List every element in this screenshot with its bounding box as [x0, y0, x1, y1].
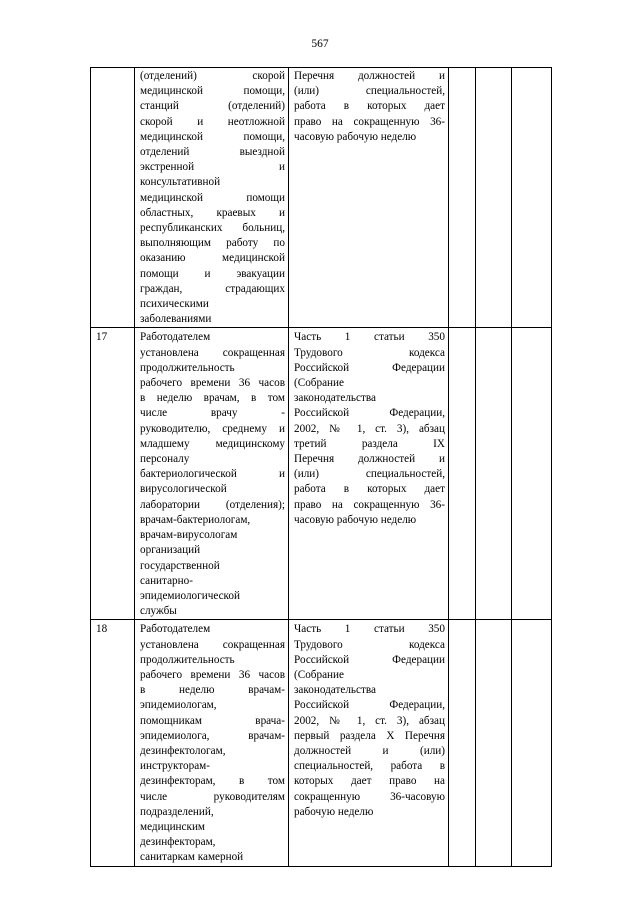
- text-line: врачам-вирусологам: [140, 529, 238, 542]
- text-line: сокращенную 36-часовую: [294, 790, 445, 803]
- text-line: эпидемиолога, врачам-: [140, 729, 285, 742]
- text-line: числе врачу -: [140, 407, 285, 420]
- empty-cell: [476, 328, 512, 620]
- text-line: право на сокращенную 36-: [294, 115, 445, 128]
- text-line: (Собрание: [294, 377, 344, 390]
- text-line: третий раздела IX: [294, 437, 445, 450]
- empty-cell: [512, 68, 552, 328]
- text-line: медицинской помощи: [140, 191, 285, 204]
- text-line: Перечня должностей и: [294, 453, 445, 466]
- text-line: станций (отделений): [140, 100, 285, 113]
- text-line: дезинфекторам, в том: [140, 775, 285, 788]
- text-line: дезинфектологам,: [140, 744, 226, 757]
- text-line: Трудового кодекса: [294, 346, 445, 359]
- text-line: санитарно-: [140, 574, 193, 587]
- text-line: числе руководителям: [140, 790, 285, 803]
- text-line: Российской Федерации,: [294, 699, 445, 712]
- text-line: республиканских больниц,: [140, 222, 285, 235]
- text-line: скорой и неотложной: [140, 115, 285, 128]
- table-row: [91, 620, 552, 866]
- text-line: эпидемиологам,: [140, 699, 217, 712]
- empty-cell: [449, 328, 476, 620]
- text-line: медицинской помощи,: [140, 85, 285, 98]
- text-line: (или) специальностей,: [294, 468, 445, 481]
- text-line: работа в которых дает: [294, 100, 445, 113]
- text-line: службы: [140, 605, 177, 618]
- text-line: областных, краевых и: [140, 206, 285, 219]
- text-line: заболеваниями: [140, 313, 212, 326]
- legal-basis-cell: [289, 328, 449, 620]
- text-line: оказанию медицинской: [140, 252, 285, 265]
- text-line: продолжительность: [140, 653, 235, 666]
- text-line: (или) специальностей,: [294, 85, 445, 98]
- empty-cell: [476, 620, 512, 866]
- empty-cell: [512, 328, 552, 620]
- text-line: рабочего времени 36 часов: [140, 377, 285, 390]
- description-cell: [135, 620, 289, 866]
- text-line: установлена сокращенная: [140, 638, 285, 651]
- row-number-cell: [91, 68, 135, 328]
- text-line: продолжительность: [140, 361, 235, 374]
- text-line: государственной: [140, 559, 220, 572]
- text-line: Часть 1 статьи 350: [294, 331, 445, 344]
- empty-cell: [449, 620, 476, 866]
- text-line: специальностей, работа в: [294, 760, 445, 773]
- text-line: бактериологической и: [140, 468, 285, 481]
- text-line: подразделений,: [140, 805, 214, 818]
- text-line: вирусологической: [140, 483, 227, 496]
- text-line: медицинским: [140, 820, 206, 833]
- text-line: инструкторам-: [140, 760, 210, 773]
- text-line: (Собрание: [294, 668, 344, 681]
- text-line: помощи и эвакуации: [140, 267, 285, 280]
- text-line: первый раздела X Перечня: [294, 729, 445, 742]
- text-line: установлена сокращенная: [140, 346, 285, 359]
- text-line: психическими: [140, 298, 209, 311]
- text-line: медицинской помощи,: [140, 130, 285, 143]
- text-line: экстренной и: [140, 161, 285, 174]
- text-line: Работодателем: [140, 623, 211, 636]
- row-number-cell: 17: [91, 328, 135, 620]
- text-line: Работодателем: [140, 331, 211, 344]
- table-row: [91, 328, 552, 620]
- description-cell: [135, 68, 289, 328]
- text-line: Трудового кодекса: [294, 638, 445, 651]
- text-line: помощникам врача-: [140, 714, 285, 727]
- text-line: Российской Федерации,: [294, 407, 445, 420]
- legal-basis-cell: [289, 620, 449, 866]
- text-line: младшему медицинскому: [140, 437, 285, 450]
- text-line: организаций: [140, 544, 201, 557]
- text-line: отделений выездной: [140, 146, 285, 159]
- text-line: в неделю врачам-: [140, 684, 285, 697]
- table-row: [91, 68, 552, 328]
- row-number-cell: 18: [91, 620, 135, 866]
- empty-cell: [449, 68, 476, 328]
- text-line: 2002, № 1, ст. 3), абзац: [294, 422, 445, 435]
- description-cell: [135, 328, 289, 620]
- text-line: врачам-бактериологам,: [140, 513, 251, 526]
- text-line: должностей и (или): [294, 744, 445, 757]
- text-line: Российской Федерации: [294, 653, 445, 666]
- empty-cell: [512, 620, 552, 866]
- text-line: законодательства: [294, 684, 376, 697]
- text-line: консультативной: [140, 176, 221, 189]
- text-line: лаборатории (отделения);: [140, 498, 285, 511]
- document-table: [90, 67, 552, 867]
- empty-cell: [476, 68, 512, 328]
- text-line: Перечня должностей и: [294, 70, 445, 82]
- text-line: персоналу: [140, 453, 190, 466]
- legal-basis-cell: [289, 68, 449, 328]
- text-line: дезинфекторам,: [140, 836, 216, 849]
- text-line: санитаркам камерной: [140, 851, 244, 864]
- text-line: эпидемиологической: [140, 589, 240, 602]
- text-line: законодательства: [294, 392, 376, 405]
- text-line: (отделений) скорой: [140, 70, 285, 82]
- text-line: руководителю, среднему и: [140, 422, 285, 435]
- text-line: в неделю врачам, в том: [140, 392, 285, 405]
- text-line: Часть 1 статьи 350: [294, 623, 445, 636]
- text-line: право на сокращенную 36-: [294, 498, 445, 511]
- text-line: Российской Федерации: [294, 361, 445, 374]
- text-line: которых дает право на: [294, 775, 445, 788]
- text-line: выполняющим работу по: [140, 237, 285, 250]
- text-line: часовую рабочую неделю: [294, 513, 417, 526]
- text-line: 2002, № 1, ст. 3), абзац: [294, 714, 445, 727]
- text-line: рабочую неделю: [294, 805, 374, 818]
- text-line: рабочего времени 36 часов: [140, 668, 285, 681]
- page-number: 567: [311, 38, 329, 50]
- text-line: граждан, страдающих: [140, 282, 285, 295]
- text-line: часовую рабочую неделю: [294, 130, 417, 143]
- text-line: работа в которых дает: [294, 483, 445, 496]
